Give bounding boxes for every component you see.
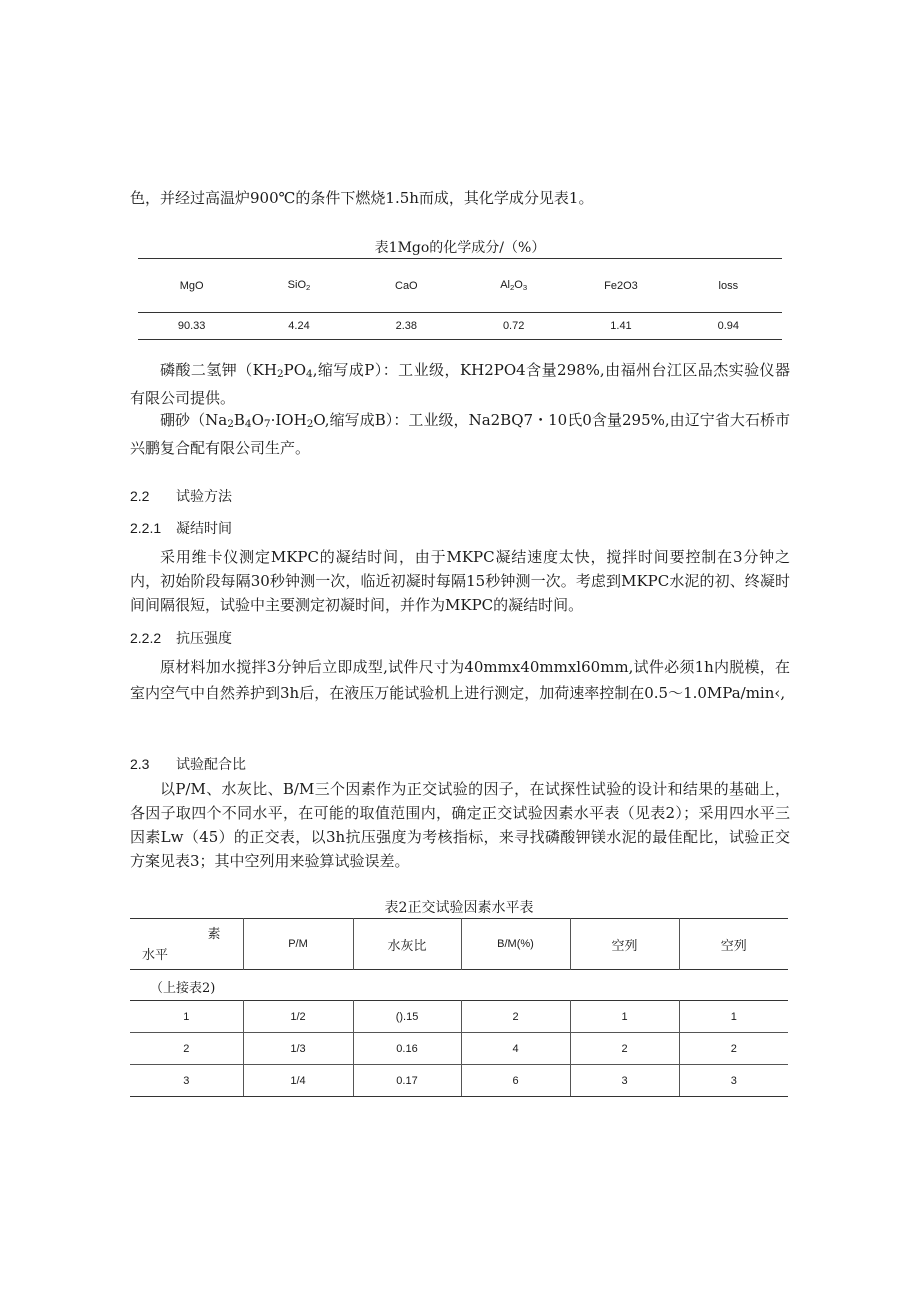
section-number: 2.2.2 [130,630,162,646]
table-cell: 1 [130,1001,243,1033]
table-cell: 3 [130,1065,243,1097]
corner-level-label: 水平 [142,948,169,963]
section-number: 2.2 [130,488,150,504]
table-row [130,1033,788,1065]
table-cell: 1/3 [243,1033,353,1065]
table2-header-cell: 空列 [679,919,788,970]
table2-caption: 表2正交试验因素水平表 [384,900,534,916]
table-cell: ().15 [353,1001,461,1033]
table1-caption: 表1Mgo的化学成分/（%） [374,240,546,256]
section-number: 2.3 [130,756,150,772]
table-cell: 1/2 [243,1001,353,1033]
section-2-2-2-body: 原材料加水搅拌3分钟后立即成型,试件尺寸为40mmx40mmxl60mm,试件必须1h内脱模，在室内空气中自然养护到3h后，在液压万能试验机上进行测定，加荷速率控制在0.5～1.0MPa/min‹, [130,658,790,702]
table1-header-cell: MgO [138,259,245,313]
table1-value-cell: 4.24 [245,313,352,340]
material-borax: 硼砂（$Na_2B_4O_7\cdot IOH_2O$,缩写成B）：工业级，Na2BQ7・10氏0含量295%,由辽宁省大石桥市兴鹏复合配有限公司生产。 [130,411,790,457]
table-cell: 1/4 [243,1065,353,1097]
table2-header-cell: P/M [243,919,353,970]
section-title: 抗压强度 [176,631,232,647]
table-cell: 2 [570,1033,679,1065]
table1-header-cell: SiO$_2$ [245,259,352,313]
table-cell: 2 [461,1001,570,1033]
table-cell: 1 [679,1001,788,1033]
section-2-3-body: 以P/M、水灰比、B/M三个因素作为正交试验的因子，在试探性试验的设计和结果的基础上，各因子取四个不同水平，在可能的取值范围内，确定正交试验因素水平表（见表2）；采用四水平三因素Lw（45）的正交表，以3h抗压强度为考核指标，来寻找磷酸钾镁水泥的最佳配比，试验正交方案见表3；其中空列用来验算试验误差。 [130,780,790,870]
table1-header-cell: loss [675,259,782,313]
material-kh2po4: 磷酸二氢钾（$KH_2PO_4$,缩写成P）：工业级，KH2PO4含量298%,由福州台江区品杰实验仪器有限公司提供。 [130,361,790,407]
section-heading-2-2 [130,486,232,507]
table1-header-cell: CaO [353,259,460,313]
section-heading-2-2-2 [130,628,232,649]
table-cell: 3 [679,1065,788,1097]
table-cell: 3 [570,1065,679,1097]
table1-value-cell: 0.94 [675,313,782,340]
table2-body [130,1000,788,1097]
table1-header-cell: $Al_2O_3$ [460,259,567,313]
table-cell: 2 [679,1033,788,1065]
section-heading-2-3 [130,754,246,775]
table2-corner-cell [130,919,243,970]
table2-continued-note: （上接表2) [150,981,216,996]
section-number: 2.2.1 [130,520,162,536]
table2-header-row [130,919,788,970]
table1-value-cell: 0.72 [460,313,567,340]
table-cell: 2 [130,1033,243,1065]
section-title: 试验方法 [176,489,232,505]
section-2-2-1-body: 采用维卡仪测定MKPC的凝结时间，由于MKPC凝结速度太快，搅拌时间要控制在3分钟之内，初始阶段每隔30秒钟测一次，临近初凝时每隔15秒钟测一次。考虑到MKPC水泥的初、终凝时间间隔很短，试验中主要测定初凝时间，并作为MKPC的凝结时间。 [130,548,790,614]
section-title: 凝结时间 [176,521,232,537]
table1-header-cell: Fe2O3 [567,259,674,313]
table2-header-cell: 空列 [570,919,679,970]
table1-header-row [138,259,782,313]
table2-header [130,918,788,970]
table-cell: 4 [461,1033,570,1065]
section-title: 试验配合比 [176,757,246,773]
table1-value-cell: 2.38 [353,313,460,340]
section-heading-2-2-1 [130,518,232,539]
table1-value-row [138,313,782,340]
table1-mgo-composition [138,258,782,340]
intro-line: 色，并经过高温炉900℃的条件下燃烧1.5h而成，其化学成分见表1。 [130,189,594,207]
table1-value-cell: 1.41 [567,313,674,340]
table2-header-cell: 水灰比 [353,919,461,970]
corner-factor-label: 素 [207,927,221,942]
table1-value-cell: 90.33 [138,313,245,340]
table-row [130,1001,788,1033]
table-cell: 6 [461,1065,570,1097]
table-cell: 1 [570,1001,679,1033]
table-row [130,1065,788,1097]
table-cell: 0.16 [353,1033,461,1065]
table-cell: 0.17 [353,1065,461,1097]
table2-header-cell: B/M(%) [461,919,570,970]
